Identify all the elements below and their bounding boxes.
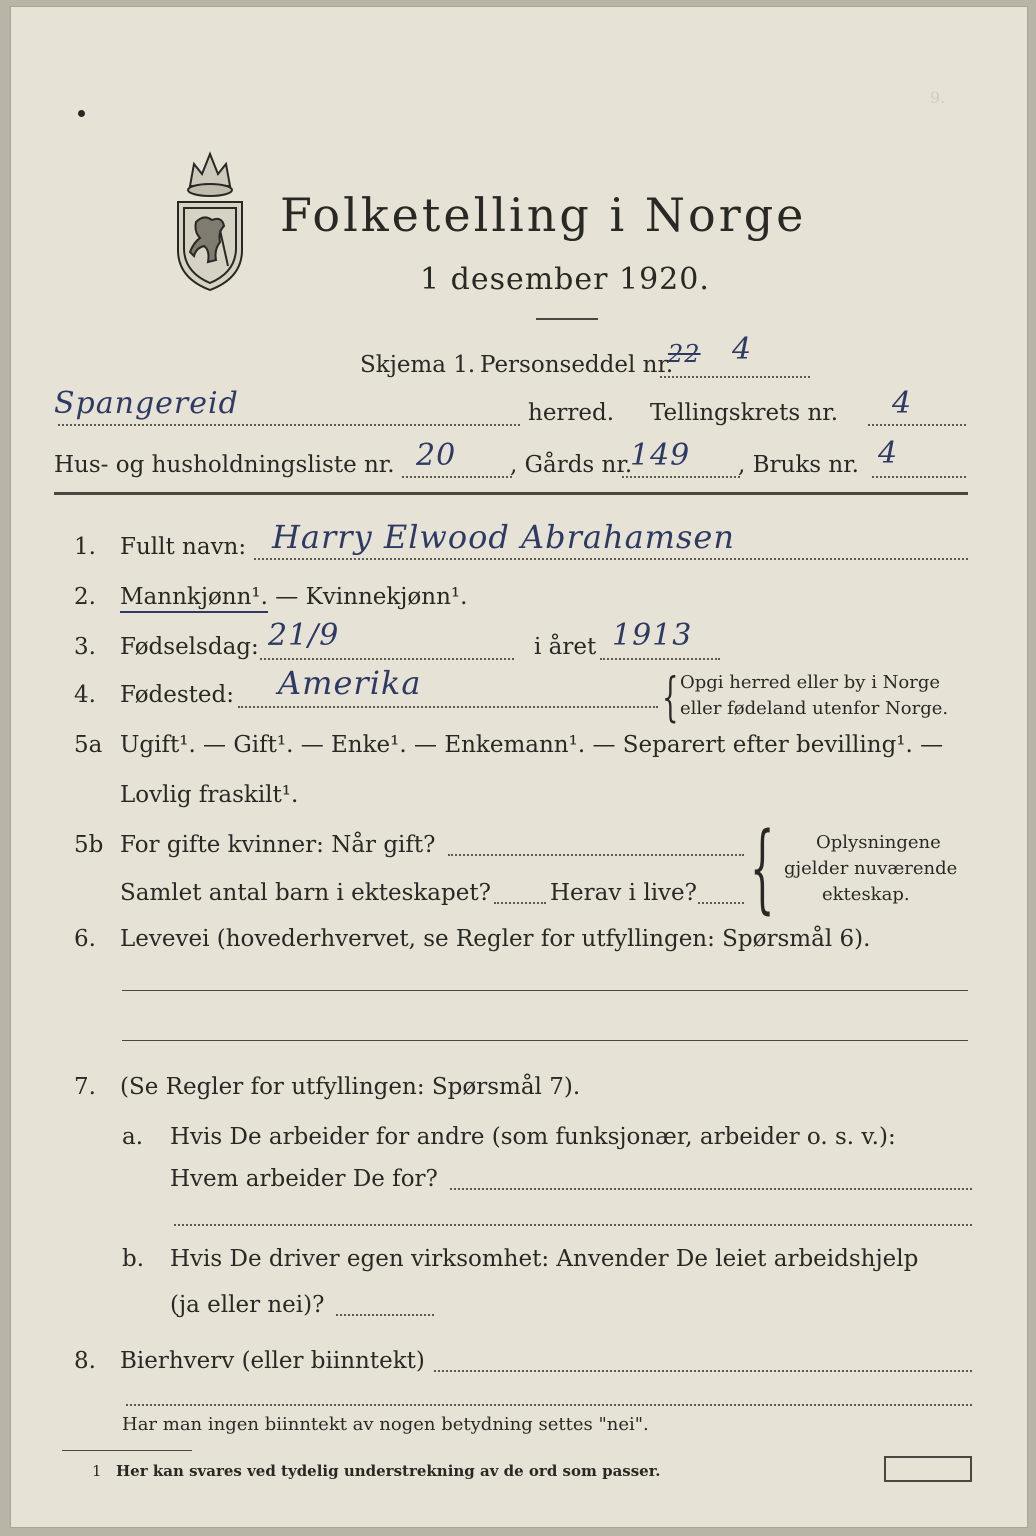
q5b-children-label: Samlet antal barn i ekteskapet? — [120, 880, 491, 906]
q5b-note-3: ekteskap. — [822, 884, 910, 905]
q6-line-1 — [122, 990, 968, 991]
q2-number: 2. — [74, 584, 96, 610]
q7a-employer-line — [450, 1188, 972, 1190]
q3-year-line — [600, 658, 720, 660]
q5b-children-line — [494, 902, 546, 904]
gards-value: 149 — [630, 438, 691, 473]
q5a-options-2: Lovlig fraskilt¹. — [120, 782, 299, 808]
q5b-married-line — [448, 854, 744, 856]
q4-value: Amerika — [278, 664, 422, 702]
footnote-divider — [62, 1450, 192, 1451]
tellingskrets-label: Tellingskrets nr. — [650, 400, 839, 426]
q7a-number: a. — [122, 1124, 144, 1150]
q3-value: 21/9 — [268, 618, 340, 653]
q7a-employer-line-2 — [174, 1224, 972, 1226]
q7b-answer-line — [336, 1314, 434, 1316]
q5a-options: Ugift¹. — Gift¹. — Enke¹. — Enkemann¹. — Separert efter bevilling¹. — — [120, 732, 944, 758]
q6-line-2 — [122, 1040, 968, 1041]
herred-label: herred. — [528, 400, 615, 426]
q4-brace: { — [662, 668, 679, 728]
q5b-note-2: gjelder nuværende — [784, 858, 958, 879]
coat-of-arms-icon — [170, 146, 250, 296]
skjema-label: Skjema 1. — [360, 352, 476, 378]
q2-female-option: Kvinnekjønn¹. — [305, 584, 468, 610]
herred-line — [58, 424, 520, 426]
hus-line — [402, 476, 512, 478]
bruks-value: 4 — [878, 436, 899, 471]
title-divider — [536, 318, 598, 320]
q8-label: Bierhverv (eller biinntekt) — [120, 1348, 425, 1374]
q7a-label: Hvis De arbeider for andre (som funksjonær, arbeider o. s. v.): — [170, 1124, 896, 1150]
q8-line-2 — [126, 1404, 972, 1406]
footnote-number: 1 — [92, 1462, 102, 1480]
q6-number: 6. — [74, 926, 96, 952]
personseddel-label: Personseddel nr. — [480, 352, 674, 378]
q5b-number: 5b — [74, 832, 104, 858]
q7b-label: Hvis De driver egen virksomhet: Anvender De leiet arbeidshjelp — [170, 1246, 919, 1272]
q2-male-option: Mannkjønn¹. — [120, 584, 268, 613]
hus-value: 20 — [416, 438, 457, 473]
q7b-number: b. — [122, 1246, 145, 1272]
q4-number: 4. — [74, 682, 96, 708]
q7-label: (Se Regler for utfyllingen: Spørsmål 7). — [120, 1074, 581, 1100]
q7b-answer-label: (ja eller nei)? — [170, 1292, 325, 1318]
herred-value: Spangereid — [54, 386, 239, 421]
bruks-line — [872, 476, 966, 478]
q1-label: Fullt navn: — [120, 534, 247, 560]
q5b-brace: { — [750, 812, 775, 924]
q4-line — [238, 706, 658, 708]
q8-number: 8. — [74, 1348, 96, 1374]
q2-separator: — — [267, 584, 306, 610]
q2-options — [120, 584, 467, 610]
q1-number: 1. — [74, 534, 96, 560]
q6-label: Levevei (hovederhvervet, se Regler for utfyllingen: Spørsmål 6). — [120, 926, 871, 952]
biinntekt-note: Har man ingen biinntekt av nogen betydning settes "nei". — [122, 1414, 649, 1435]
hus-label: Hus- og husholdningsliste nr. — [54, 452, 395, 478]
personseddel-struck-value: 22 — [668, 340, 701, 368]
q5b-alive-label: Herav i live? — [550, 880, 697, 906]
q7-number: 7. — [74, 1074, 96, 1100]
ink-dot — [78, 110, 85, 117]
form-title: Folketelling i Norge — [280, 188, 807, 242]
q5a-number: 5a — [74, 732, 103, 758]
q8-line — [434, 1370, 972, 1372]
q4-note-2: eller fødeland utenfor Norge. — [680, 698, 949, 719]
gards-label: , Gårds nr. — [510, 452, 633, 478]
q3-label: Fødselsdag: — [120, 634, 259, 660]
bleed-through-text: 9. — [930, 88, 946, 107]
q5b-note-1: Oplysningene — [816, 832, 941, 853]
gards-line — [622, 476, 740, 478]
header-divider — [54, 492, 968, 495]
q4-label: Fødested: — [120, 682, 235, 708]
q7a-employer-label: Hvem arbeider De for? — [170, 1166, 438, 1192]
q4-note-1: Opgi herred eller by i Norge — [680, 672, 941, 693]
tellingskrets-line — [868, 424, 966, 426]
personseddel-value: 4 — [732, 332, 753, 367]
form-date: 1 desember 1920. — [420, 262, 710, 297]
footnote-text: Her kan svares ved tydelig understrekning av de ord som passer. — [116, 1462, 661, 1480]
q1-value: Harry Elwood Abrahamsen — [272, 518, 735, 556]
q3-number: 3. — [74, 634, 96, 660]
tellingskrets-value: 4 — [892, 386, 913, 421]
q3-year-value: 1913 — [612, 618, 693, 653]
printer-stamp-icon — [884, 1456, 972, 1482]
bruks-label: , Bruks nr. — [738, 452, 859, 478]
q5b-label: For gifte kvinner: Når gift? — [120, 832, 436, 858]
q5b-alive-line — [698, 902, 744, 904]
q3-line — [260, 658, 514, 660]
q1-line — [254, 558, 968, 560]
census-form-page — [10, 6, 1028, 1528]
q3-year-label: i året — [534, 634, 597, 660]
personseddel-line — [660, 376, 810, 378]
